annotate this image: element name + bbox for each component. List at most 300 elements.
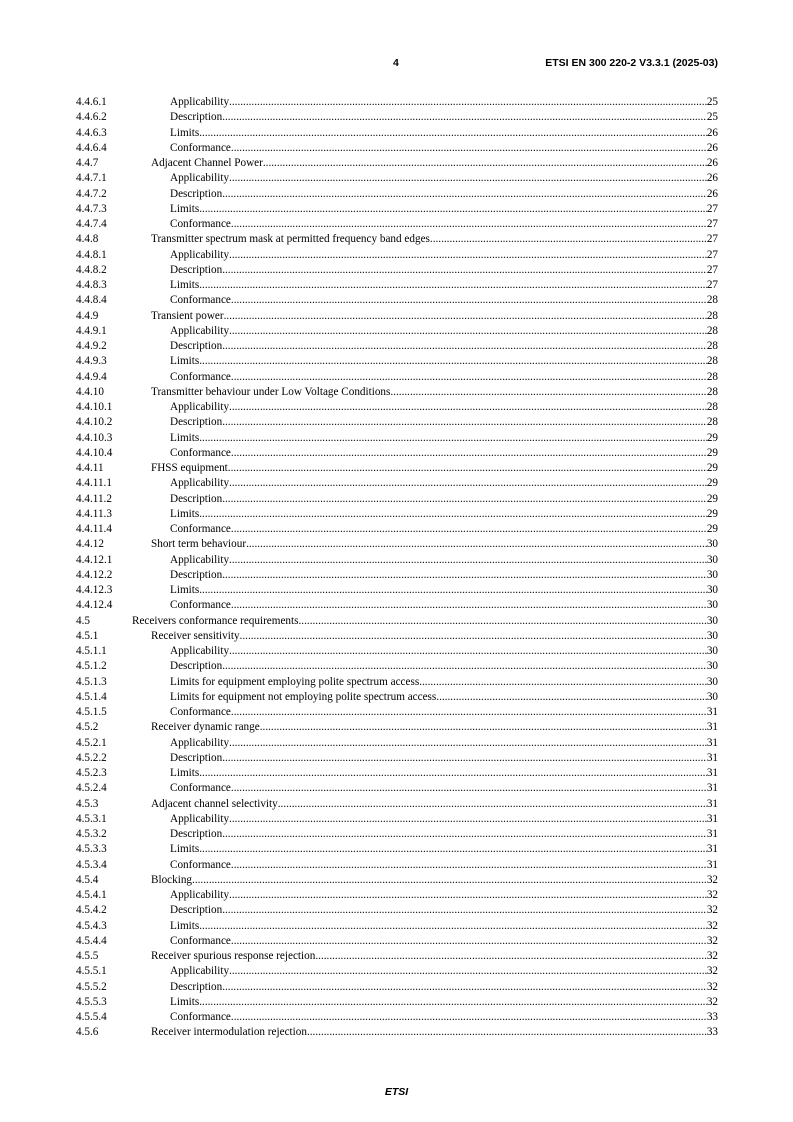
toc-entry-line <box>170 888 718 903</box>
toc-entry-title: Conformance <box>170 523 231 535</box>
toc-entry-page: 30 <box>706 690 718 703</box>
toc-entry-page: 32 <box>706 919 718 932</box>
toc-entry-line <box>170 690 718 705</box>
toc-entry-title: Conformance <box>170 782 231 795</box>
toc-entry-number: 4.5.4.3 <box>76 919 107 932</box>
toc-entry[interactable] <box>76 675 718 690</box>
toc-entry-title: Receivers conformance requirements <box>132 614 299 627</box>
toc-entry-title: Adjacent Channel Power <box>151 157 263 169</box>
toc-leader-dots <box>199 507 707 522</box>
toc-entry-number: 4.4.12.3 <box>76 584 113 596</box>
toc-entry-page: 26 <box>706 157 718 169</box>
toc-entry-number: 4.5.1.1 <box>76 645 107 657</box>
toc-entry-line <box>170 126 718 141</box>
toc-entry-title: Applicability <box>170 401 230 413</box>
toc-entry-page: 26 <box>706 126 718 139</box>
toc-entry-number: 4.5.5 <box>76 950 99 962</box>
toc-entry-line <box>170 293 718 308</box>
toc-entry-line <box>170 751 718 766</box>
toc-entry-number: 4.5.3.3 <box>76 843 107 856</box>
toc-entry-line <box>170 980 718 995</box>
toc-leader-dots <box>419 675 707 690</box>
toc-entry-page: 28 <box>706 401 718 413</box>
toc-leader-dots <box>222 659 707 674</box>
toc-entry-page: 30 <box>706 645 718 657</box>
toc-entry[interactable] <box>76 934 718 949</box>
toc-entry-title: Limits for equipment employing polite spectrum access <box>170 675 420 688</box>
toc-leader-dots <box>229 248 707 263</box>
toc-entry[interactable] <box>76 553 718 568</box>
toc-entry-line <box>170 446 718 461</box>
toc-entry-page: 31 <box>706 751 718 764</box>
toc-entry-number: 4.4.6.1 <box>76 96 107 108</box>
toc-entry[interactable] <box>76 614 718 629</box>
toc-entry-line <box>151 949 718 964</box>
toc-entry-page: 32 <box>706 934 718 947</box>
toc-leader-dots <box>229 553 707 568</box>
toc-entry[interactable] <box>76 232 718 247</box>
toc-entry-line <box>170 324 718 339</box>
toc-entry-number: 4.5.2.1 <box>76 736 107 749</box>
toc-entry[interactable] <box>76 888 718 903</box>
toc-entry-title: Description <box>170 111 223 124</box>
toc-entry-page: 29 <box>706 492 718 505</box>
toc-entry-number: 4.4.7.4 <box>76 218 107 230</box>
toc-entry-number: 4.5.1.4 <box>76 690 107 703</box>
toc-entry[interactable] <box>76 293 718 308</box>
toc-leader-dots <box>222 263 707 278</box>
toc-entry[interactable] <box>76 385 718 400</box>
toc-entry-page: 31 <box>706 858 718 871</box>
toc-entry[interactable] <box>76 720 718 735</box>
toc-entry-line <box>170 110 718 125</box>
toc-leader-dots <box>240 629 707 644</box>
toc-leader-dots <box>390 385 706 400</box>
toc-entry-line <box>170 187 718 202</box>
toc-entry[interactable] <box>76 187 718 202</box>
toc-entry-line <box>151 385 718 400</box>
toc-entry[interactable] <box>76 858 718 873</box>
toc-entry-number: 4.4.6.4 <box>76 141 107 154</box>
toc-entry-number: 4.5.4 <box>76 873 99 886</box>
toc-entry-page: 32 <box>706 980 718 993</box>
toc-entry[interactable] <box>76 110 718 125</box>
toc-entry[interactable] <box>76 766 718 781</box>
toc-entry[interactable] <box>76 263 718 278</box>
toc-entry-number: 4.4.7.2 <box>76 187 107 200</box>
toc-entry[interactable] <box>76 1025 718 1040</box>
toc-entry-line <box>170 400 718 415</box>
toc-entry[interactable] <box>76 995 718 1010</box>
toc-entry-title: Receiver intermodulation rejection <box>151 1026 307 1039</box>
page-number: 4 <box>393 57 399 69</box>
toc-entry-title: Applicability <box>170 96 230 108</box>
toc-entry[interactable] <box>76 400 718 415</box>
toc-entry[interactable] <box>76 781 718 796</box>
toc-entry-line <box>170 476 718 491</box>
toc-entry[interactable] <box>76 659 718 674</box>
toc-entry[interactable] <box>76 492 718 507</box>
toc-entry[interactable] <box>76 217 718 232</box>
toc-entry-number: 4.5.2.4 <box>76 782 107 795</box>
toc-entry-title: Conformance <box>170 706 231 718</box>
toc-entry-line <box>170 141 718 156</box>
toc-entry-line <box>170 278 718 293</box>
toc-entry-number: 4.4.9.4 <box>76 370 107 383</box>
toc-entry-line <box>170 553 718 568</box>
toc-entry-page: 27 <box>706 279 718 291</box>
toc-entry-page: 30 <box>706 629 718 642</box>
toc-entry-number: 4.4.7.1 <box>76 172 107 185</box>
toc-entry-page: 30 <box>706 584 718 596</box>
toc-leader-dots <box>222 568 707 583</box>
toc-entry-title: Receiver sensitivity <box>151 629 240 642</box>
toc-leader-dots <box>231 141 707 156</box>
toc-entry[interactable] <box>76 797 718 812</box>
toc-entry-page: 26 <box>706 172 718 185</box>
toc-entry-number: 4.5.2.3 <box>76 767 107 779</box>
toc-entry-title: Receiver spurious response rejection <box>151 950 316 962</box>
toc-entry-number: 4.4.12 <box>76 538 104 551</box>
toc-entry-line <box>170 568 718 583</box>
toc-leader-dots <box>231 293 707 308</box>
toc-entry-title: Limits <box>170 584 200 596</box>
toc-entry-page: 31 <box>706 706 718 718</box>
toc-entry-title: Receiver dynamic range <box>151 721 260 734</box>
toc-leader-dots <box>229 324 707 339</box>
toc-entry[interactable] <box>76 919 718 934</box>
toc-entry-page: 27 <box>706 263 718 276</box>
toc-entry[interactable] <box>76 949 718 964</box>
toc-entry-line <box>170 827 718 842</box>
toc-entry-title: Applicability <box>170 889 230 901</box>
toc-entry-title: Conformance <box>170 858 231 871</box>
toc-entry[interactable] <box>76 461 718 476</box>
toc-leader-dots <box>222 827 707 842</box>
toc-entry-title: Transmitter spectrum mask at permitted frequency band edges <box>151 233 430 246</box>
toc-entry-number: 4.4.11.2 <box>76 492 112 505</box>
toc-entry-title: Limits <box>170 355 200 368</box>
toc-entry-page: 30 <box>706 538 718 551</box>
toc-leader-dots <box>229 736 707 751</box>
toc-entry-line <box>170 217 718 232</box>
toc-entry-number: 4.4.10.2 <box>76 416 113 429</box>
toc-entry-page: 30 <box>706 614 718 627</box>
toc-entry-page: 31 <box>706 797 718 810</box>
toc-entry-number: 4.5.5.4 <box>76 1011 107 1023</box>
toc-entry-title: Applicability <box>170 324 230 337</box>
toc-leader-dots <box>231 781 707 796</box>
toc-leader-dots <box>222 903 707 918</box>
toc-entry-page: 33 <box>706 1026 718 1039</box>
toc-entry[interactable] <box>76 156 718 171</box>
toc-entry-number: 4.5.2 <box>76 721 99 734</box>
toc-entry-page: 29 <box>706 446 718 459</box>
toc-leader-dots <box>199 354 707 369</box>
toc-entry-number: 4.5.1.2 <box>76 660 107 673</box>
toc-entry[interactable] <box>76 751 718 766</box>
toc-entry[interactable] <box>76 842 718 857</box>
toc-entry-number: 4.4.7.3 <box>76 202 107 215</box>
toc-entry-number: 4.5.6 <box>76 1026 99 1039</box>
toc-leader-dots <box>430 232 707 247</box>
toc-leader-dots <box>229 964 707 979</box>
toc-entry[interactable] <box>76 980 718 995</box>
toc-entry-title: Limits <box>170 202 200 215</box>
table-of-contents <box>76 95 718 1041</box>
toc-entry-line <box>151 873 718 888</box>
toc-entry-line <box>151 156 718 171</box>
toc-leader-dots <box>278 797 707 812</box>
toc-entry-number: 4.4.7 <box>76 157 99 169</box>
toc-entry[interactable] <box>76 598 718 613</box>
toc-entry-title: Adjacent channel selectivity <box>151 797 278 810</box>
toc-entry-page: 29 <box>706 462 718 474</box>
toc-entry-page: 27 <box>706 233 718 246</box>
toc-entry[interactable] <box>76 1010 718 1025</box>
toc-entry-page: 26 <box>706 187 718 200</box>
toc-entry-page: 32 <box>706 873 718 886</box>
toc-leader-dots <box>231 705 707 720</box>
toc-entry-line <box>170 522 718 537</box>
toc-entry[interactable] <box>76 141 718 156</box>
toc-entry-line <box>170 583 718 598</box>
toc-entry-page: 31 <box>706 782 718 795</box>
toc-entry[interactable] <box>76 964 718 979</box>
toc-entry[interactable] <box>76 873 718 888</box>
toc-entry-number: 4.4.9.1 <box>76 324 107 337</box>
toc-leader-dots <box>199 202 707 217</box>
toc-entry-title: Description <box>170 416 223 429</box>
toc-entry[interactable] <box>76 339 718 354</box>
toc-entry[interactable] <box>76 95 718 110</box>
toc-entry-line <box>170 766 718 781</box>
toc-entry-number: 4.5.2.2 <box>76 751 107 764</box>
toc-leader-dots <box>199 278 707 293</box>
toc-leader-dots <box>222 415 707 430</box>
toc-entry[interactable] <box>76 827 718 842</box>
toc-entry-line <box>170 1010 718 1025</box>
toc-entry-page: 32 <box>706 995 718 1008</box>
toc-entry[interactable] <box>76 507 718 522</box>
toc-entry-line <box>170 248 718 263</box>
toc-entry-title: Limits <box>170 279 200 291</box>
toc-leader-dots <box>229 644 707 659</box>
toc-entry-title: Conformance <box>170 218 231 230</box>
toc-entry-number: 4.5.4.4 <box>76 934 107 947</box>
toc-entry-line <box>170 858 718 873</box>
toc-leader-dots <box>222 110 707 125</box>
toc-entry-title: Limits <box>170 843 200 856</box>
toc-entry-line <box>151 232 718 247</box>
toc-entry-title: Description <box>170 751 223 764</box>
page-header <box>0 57 793 73</box>
toc-entry-title: Conformance <box>170 446 231 459</box>
toc-entry-line <box>170 95 718 110</box>
toc-leader-dots <box>315 949 706 964</box>
toc-entry-title: Applicability <box>170 172 230 185</box>
toc-entry-title: Description <box>170 660 223 673</box>
toc-entry-title: Description <box>170 904 223 917</box>
toc-entry-number: 4.4.10.3 <box>76 431 113 444</box>
toc-entry-page: 32 <box>706 965 718 978</box>
toc-entry-page: 28 <box>706 340 718 352</box>
toc-entry[interactable] <box>76 324 718 339</box>
toc-leader-dots <box>231 934 707 949</box>
toc-entry[interactable] <box>76 431 718 446</box>
toc-entry-number: 4.5.4.2 <box>76 904 107 917</box>
toc-entry[interactable] <box>76 690 718 705</box>
toc-entry-number: 4.4.10 <box>76 385 104 398</box>
toc-entry-line <box>151 629 718 644</box>
toc-entry[interactable] <box>76 644 718 659</box>
toc-entry-title: Description <box>170 980 223 993</box>
toc-entry-title: Description <box>170 340 223 352</box>
toc-entry-title: Blocking <box>151 873 193 886</box>
toc-leader-dots <box>307 1025 707 1040</box>
toc-entry[interactable] <box>76 537 718 552</box>
toc-entry[interactable] <box>76 903 718 918</box>
toc-entry-title: FHSS equipment <box>151 462 228 474</box>
toc-leader-dots <box>228 461 707 476</box>
toc-entry-title: Conformance <box>170 1011 231 1023</box>
toc-entry-title: Applicability <box>170 248 230 261</box>
toc-leader-dots <box>231 858 707 873</box>
toc-entry-number: 4.4.8.4 <box>76 294 107 307</box>
toc-entry[interactable] <box>76 736 718 751</box>
toc-entry-line <box>170 415 718 430</box>
toc-entry[interactable] <box>76 812 718 827</box>
toc-entry-line <box>170 903 718 918</box>
toc-entry[interactable] <box>76 354 718 369</box>
toc-entry-line <box>170 812 718 827</box>
toc-entry-line <box>170 995 718 1010</box>
toc-entry-number: 4.5.1 <box>76 629 99 642</box>
toc-entry-number: 4.5.3.2 <box>76 828 107 840</box>
toc-leader-dots <box>263 156 707 171</box>
toc-entry-line <box>132 614 718 629</box>
toc-entry-number: 4.4.10.4 <box>76 446 113 459</box>
toc-entry-line <box>170 705 718 720</box>
toc-entry[interactable] <box>76 171 718 186</box>
toc-entry-title: Applicability <box>170 645 230 657</box>
toc-entry-page: 30 <box>706 660 718 673</box>
toc-leader-dots <box>229 171 707 186</box>
toc-entry-page: 31 <box>706 767 718 779</box>
toc-entry-title: Limits for equipment not employing polite spectrum access <box>170 690 437 703</box>
toc-entry[interactable] <box>76 248 718 263</box>
toc-entry[interactable] <box>76 126 718 141</box>
toc-entry-page: 25 <box>706 96 718 108</box>
toc-entry-line <box>170 964 718 979</box>
toc-entry-title: Limits <box>170 995 200 1008</box>
toc-entry[interactable] <box>76 705 718 720</box>
toc-entry-number: 4.5.1.3 <box>76 675 107 688</box>
toc-entry-number: 4.4.12.4 <box>76 599 113 612</box>
toc-entry[interactable] <box>76 446 718 461</box>
toc-entry-line <box>170 339 718 354</box>
toc-entry[interactable] <box>76 522 718 537</box>
toc-entry-page: 32 <box>706 950 718 962</box>
toc-entry-line <box>151 797 718 812</box>
toc-leader-dots <box>224 309 707 324</box>
toc-leader-dots <box>229 476 707 491</box>
page-footer: ETSI <box>384 1086 409 1098</box>
toc-entry-page: 28 <box>706 385 718 398</box>
toc-entry-line <box>151 1025 718 1040</box>
toc-entry-line <box>151 461 718 476</box>
toc-entry-page: 29 <box>706 507 718 520</box>
toc-entry-number: 4.4.6.3 <box>76 126 107 139</box>
toc-entry-title: Conformance <box>170 141 231 154</box>
toc-entry-number: 4.5.5.1 <box>76 965 107 978</box>
toc-entry-line <box>170 202 718 217</box>
toc-entry-number: 4.4.8.1 <box>76 248 107 261</box>
toc-entry-line <box>170 492 718 507</box>
toc-entry-title: Description <box>170 828 223 840</box>
toc-entry[interactable] <box>76 415 718 430</box>
toc-leader-dots <box>231 446 707 461</box>
toc-leader-dots <box>299 614 707 629</box>
toc-entry-title: Limits <box>170 431 200 444</box>
toc-entry[interactable] <box>76 629 718 644</box>
toc-entry[interactable] <box>76 202 718 217</box>
toc-leader-dots <box>199 842 707 857</box>
toc-entry-line <box>170 659 718 674</box>
toc-leader-dots <box>199 766 707 781</box>
toc-entry[interactable] <box>76 370 718 385</box>
toc-leader-dots <box>231 1010 707 1025</box>
toc-entry-number: 4.4.12.1 <box>76 553 113 566</box>
toc-entry-line <box>170 781 718 796</box>
toc-entry-line <box>151 309 718 324</box>
toc-entry-line <box>151 537 718 552</box>
toc-entry[interactable] <box>76 583 718 598</box>
toc-entry-line <box>170 431 718 446</box>
toc-entry-number: 4.5.3.1 <box>76 812 107 825</box>
toc-entry-line <box>170 354 718 369</box>
toc-entry-title: Limits <box>170 919 200 932</box>
toc-entry-number: 4.4.9 <box>76 309 99 322</box>
toc-entry-number: 4.4.11 <box>76 462 104 474</box>
toc-entry-title: Conformance <box>170 934 231 947</box>
toc-entry-page: 33 <box>706 1011 718 1023</box>
toc-entry-page: 29 <box>706 523 718 535</box>
toc-leader-dots <box>199 995 707 1010</box>
toc-entry-number: 4.4.11.4 <box>76 523 112 535</box>
toc-entry-number: 4.5.3 <box>76 797 99 810</box>
toc-entry-title: Applicability <box>170 736 230 749</box>
toc-leader-dots <box>246 537 707 552</box>
toc-entry-title: Conformance <box>170 599 231 612</box>
toc-entry-number: 4.4.11.3 <box>76 507 112 520</box>
toc-entry[interactable] <box>76 568 718 583</box>
toc-entry-title: Description <box>170 568 223 581</box>
toc-entry-number: 4.5.5.3 <box>76 995 107 1008</box>
document-id: ETSI EN 300 220-2 V3.3.1 (2025-03) <box>545 57 718 69</box>
toc-entry[interactable] <box>76 278 718 293</box>
toc-entry-title: Applicability <box>170 477 230 490</box>
toc-entry[interactable] <box>76 476 718 491</box>
toc-entry-number: 4.5.5.2 <box>76 980 107 993</box>
toc-leader-dots <box>229 95 707 110</box>
toc-leader-dots <box>436 690 707 705</box>
toc-leader-dots <box>231 598 707 613</box>
toc-entry-page: 27 <box>706 218 718 230</box>
toc-entry[interactable] <box>76 309 718 324</box>
toc-entry-page: 28 <box>706 370 718 383</box>
toc-leader-dots <box>222 751 707 766</box>
